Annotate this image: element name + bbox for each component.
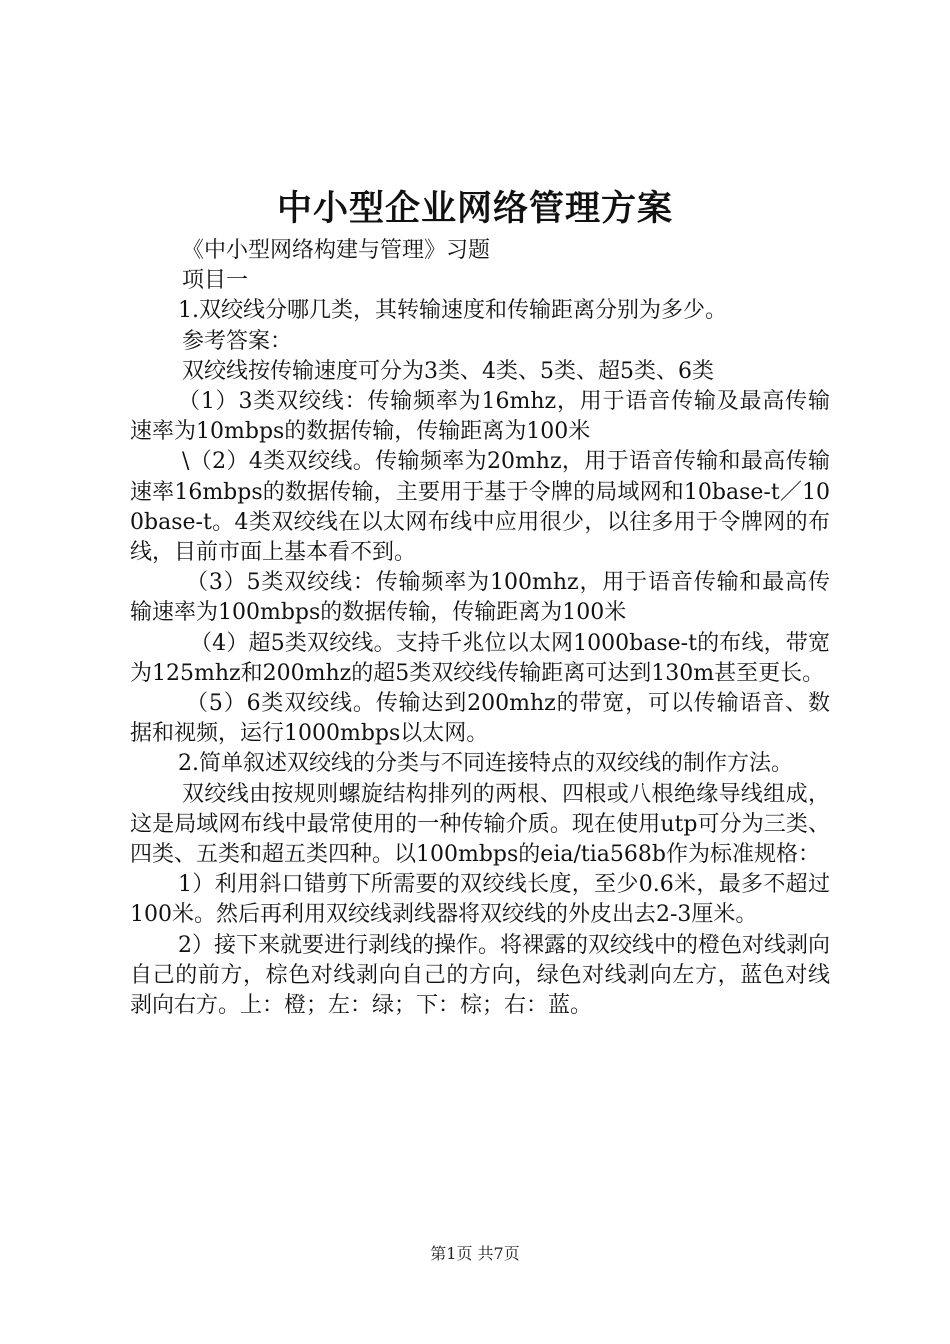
page-number-footer: 第1页 共7页 xyxy=(430,1244,520,1263)
paragraph-exercise-title: 《中小型网络构建与管理》习题 xyxy=(182,238,491,263)
document-title: 中小型企业网络管理方案 xyxy=(276,188,673,229)
paragraph-categories: 双绞线按传输速度可分为3类、4类、5类、超5类、6类 xyxy=(182,358,714,384)
paragraph-question-1: 1.双绞线分哪几类，其转输速度和传输距离分别为多少。 xyxy=(178,298,727,324)
paragraph-step-2: 2）接下来就要进行剥线的操作。将裸露的双绞线中的橙色对线剥向自己的前方，棕色对线剥向自己的方向，绿色对线剥向左方，蓝色对线剥向右方。上：橙；左：绿；下：棕；右：蓝。 xyxy=(130,932,830,1019)
paragraph-project-label: 项目一 xyxy=(182,268,249,294)
paragraph-cat5e: （4）超5类双绞线。支持千兆位以太网1000base-t的布线，带宽为125mhz和200mhz的超5类双绞线传输距离可达到130m甚至更长。 xyxy=(130,630,830,686)
paragraph-cat4: \（2）4类双绞线。传输频率为20mhz，用于语音传输和最高传输速率16mbps的数据传输，主要用于基于令牌的局域网和10base-t／100base-t。4类双绞线在以太网布线中应用很少，以往多用于令牌网的布线，目前市面上基本看不到。 xyxy=(130,449,830,566)
document-body xyxy=(130,236,830,1021)
paragraph-step-1: 1）利用斜口错剪下所需要的双绞线长度，至少0.6米，最多不超过100米。然后再利用双绞线剥线器将双绞线的外皮出去2-3厘米。 xyxy=(130,872,830,928)
paragraph-utp-intro: 双绞线由按规则螺旋结构排列的两根、四根或八根绝缘导线组成，这是局域网布线中最常使用的一种传输介质。现在使用utp可分为三类、四类、五类和超五类四种。以100mbps的eia/tia568b作为标准规格： xyxy=(130,781,830,868)
paragraph-question-2: 2.简单叙述双绞线的分类与不同连接特点的双绞线的制作方法。 xyxy=(178,751,793,777)
paragraph-cat6: （5）6类双绞线。传输达到200mhz的带宽，可以传输语音、数据和视频，运行1000mbps以太网。 xyxy=(130,691,830,747)
paragraph-answer-label: 参考答案： xyxy=(182,328,293,354)
paragraph-cat5: （3）5类双绞线：传输频率为100mhz，用于语音传输和最高传输速率为100mbps的数据传输，传输距离为100米 xyxy=(130,570,830,626)
paragraph-cat3: （1）3类双绞线：传输频率为16mhz，用于语音传输及最高传输速率为10mbps的数据传输，传输距离为100米 xyxy=(130,389,830,445)
